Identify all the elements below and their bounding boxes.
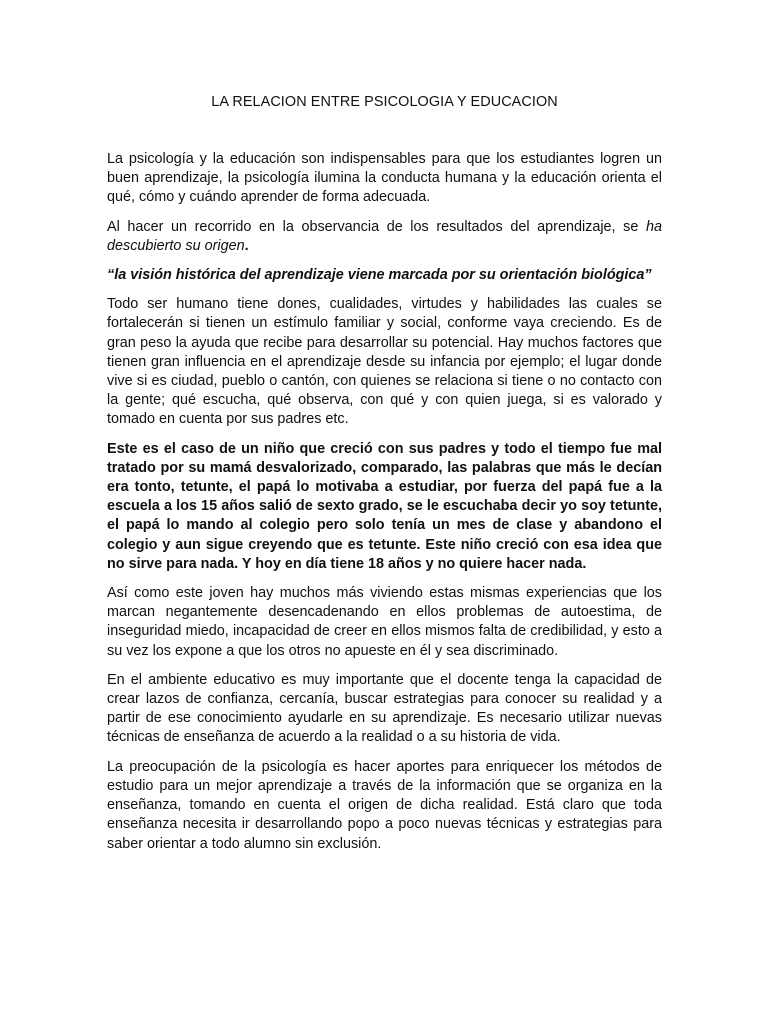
paragraph-7: La preocupación de la psicología es hacer aportes para enriquecer los métodos de estudio para un mejor aprendizaje a través de la información que se organiza en la enseñanza, tomando en cuenta el origen de dicha realidad. Está claro que toda enseñanza necesita ir desarrollando popo a poco nuevas técnicas y estrategias para saber orientar a todo alumno sin exclusión. xyxy=(107,758,662,852)
document-title: LA RELACION ENTRE PSICOLOGIA Y EDUCACION xyxy=(211,94,558,110)
paragraph-2 xyxy=(107,218,662,256)
document-page xyxy=(107,92,662,864)
paragraph-2-italic: ha descubierto su origen xyxy=(107,218,662,254)
paragraph-2-text: Al hacer un recorrido en la observancia de los resultados del aprendizaje, se xyxy=(107,218,646,235)
paragraph-3: Todo ser humano tiene dones, cualidades, virtudes y habilidades las cuales se fortalecerán si tienen un estímulo familiar y social, conforme vaya creciendo. Es de gran peso la ayuda que recibe para desarrollar su potencial. Hay muchos factores que tienen gran influencia en el aprendizaje desde su infancia por ejemplo; el lugar donde vive si es ciudad, pueblo o cantón, con quienes se relaciona si tiene o no contacto con la gente; qué escucha, qué observa, con qué y con quien juega, si es valorado y tomado en cuenta por sus padres etc. xyxy=(107,296,662,428)
paragraph-2-end: . xyxy=(244,237,249,254)
paragraph-6: En el ambiente educativo es muy importante que el docente tenga la capacidad de crear lazos de confianza, cercanía, buscar estrategias para conocer su realidad y a partir de ese conocimiento ayudarle en su aprendizaje. Es necesario utilizar nuevas técnicas de enseñanza de acuerdo a la realidad o a su historia de vida. xyxy=(107,671,662,746)
paragraph-5: Así como este joven hay muchos más viviendo estas mismas experiencias que los marcan negantemente desencadenando en ellos problemas de autoestima, de inseguridad miedo, incapacidad de creer en ellos mismos falta de credibilidad, y esto a su vez los expone a que los otros no apueste en él y sea discriminado. xyxy=(107,585,662,659)
paragraph-1: La psicología y la educación son indispensables para que los estudiantes logren un buen aprendizaje, la psicología ilumina la conducta humana y la educación orienta el qué, cómo y cuándo aprender de forma adecuada. xyxy=(107,151,662,206)
paragraph-4-case-story: Este es el caso de un niño que creció con sus padres y todo el tiempo fue mal tratado por su mamá desvalorizado, comparado, las palabras que más le decían era tonto, tetunte, el papá lo motivaba a estudiar, por fuerza del papá fue a la escuela a los 15 años salió de sexto grado, se le escuchaba decir yo soy tetunte, el papá lo mando al colegio pero solo tenía un mes de clase y abandono el colegio y aun sigue creyendo que es tetunte. Este niño creció con esa idea que no sirve para nada. Y hoy en día tiene 18 años y no quiere hacer nada. xyxy=(107,440,662,572)
quote-paragraph: “la visión histórica del aprendizaje viene marcada por su orientación biológica” xyxy=(107,267,652,284)
